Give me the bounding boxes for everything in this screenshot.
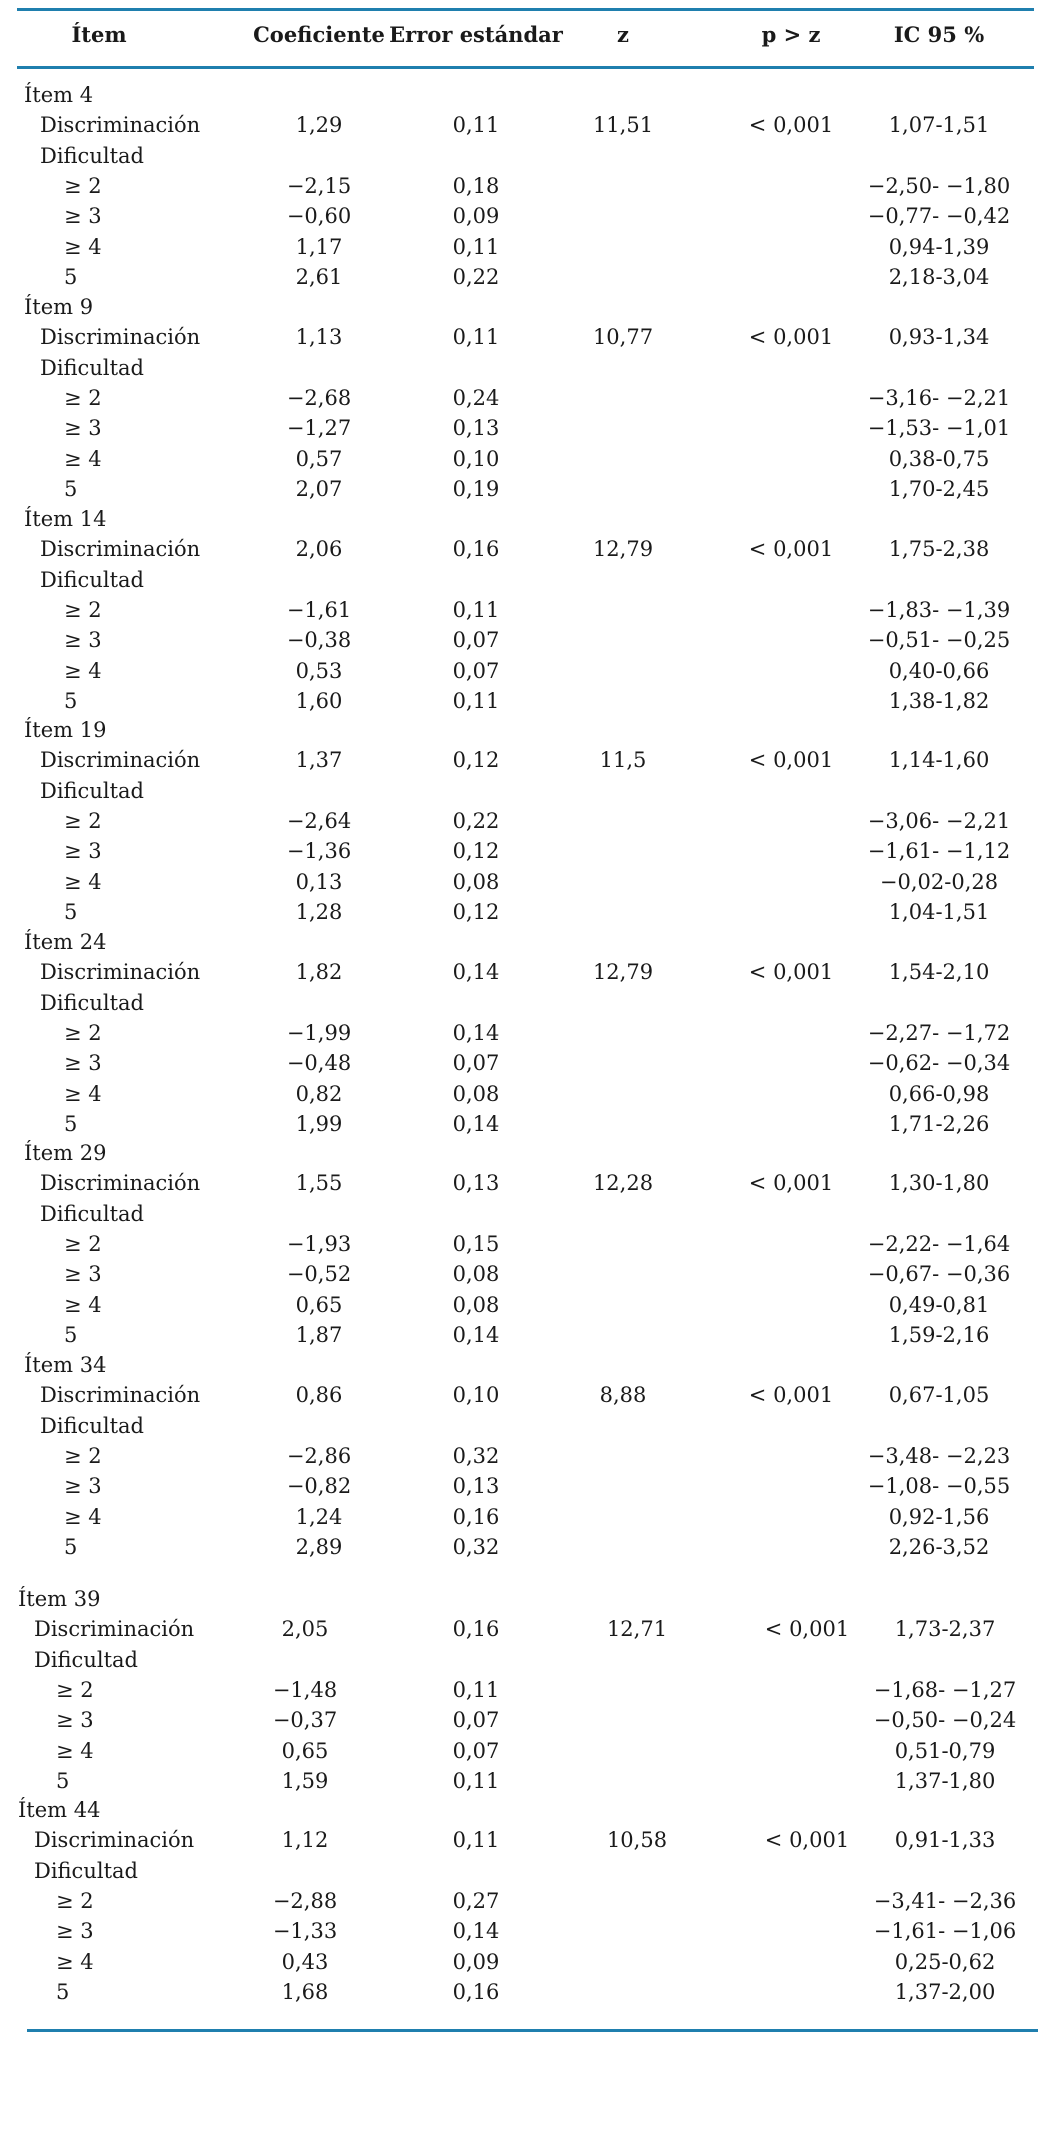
threshold-label: ≥ 4	[56, 1949, 94, 1974]
discrimination-row	[0, 113, 1055, 143]
confidence-interval-cell: 0,51-0,79	[894, 1738, 996, 1763]
coefficient-cell: −1,36	[286, 839, 352, 864]
difficulty-label: Dificultad	[40, 990, 144, 1015]
standard-error-cell: 0,12	[452, 748, 500, 773]
coefficient-cell: −0,48	[286, 1051, 352, 1076]
z-cell: 11,51	[592, 113, 654, 138]
standard-error-cell: 0,16	[452, 1617, 500, 1642]
confidence-interval-cell: −1,61- −1,06	[873, 1919, 1017, 1944]
threshold-row	[0, 1444, 1055, 1474]
confidence-interval-cell: 1,37-2,00	[894, 1979, 996, 2004]
discrimination-row	[0, 1171, 1055, 1201]
confidence-interval-cell: 1,30-1,80	[888, 1171, 990, 1196]
difficulty-row	[0, 356, 1055, 386]
threshold-row	[0, 265, 1055, 295]
standard-error-cell: 0,08	[452, 869, 500, 894]
confidence-interval-cell: 0,92-1,56	[888, 1504, 990, 1529]
coefficient-cell: 1,29	[295, 113, 343, 138]
item-title: Ítem 9	[24, 295, 94, 319]
standard-error-cell: 0,19	[452, 476, 500, 501]
difficulty-label: Dificultad	[40, 778, 144, 803]
standard-error-cell: 0,22	[452, 264, 500, 289]
coefficient-cell: −1,33	[272, 1919, 338, 1944]
p-value-cell: < 0,001	[748, 748, 834, 773]
threshold-label: 5	[64, 1111, 78, 1136]
threshold-label: ≥ 3	[64, 1262, 102, 1287]
standard-error-cell: 0,07	[452, 628, 500, 653]
difficulty-row	[0, 991, 1055, 1021]
column-header-p: p > z	[761, 22, 821, 47]
z-cell: 12,79	[592, 537, 654, 562]
threshold-label: ≥ 2	[64, 1020, 102, 1045]
discrimination-row	[0, 1828, 1055, 1858]
threshold-row	[0, 1474, 1055, 1504]
z-cell: 10,58	[606, 1828, 668, 1853]
confidence-interval-cell: −1,08- −0,55	[867, 1474, 1011, 1499]
threshold-label: 5	[64, 1322, 78, 1347]
item-title-row	[0, 1587, 1055, 1617]
confidence-interval-cell: 1,73-2,37	[894, 1617, 996, 1642]
standard-error-cell: 0,11	[452, 325, 500, 350]
coefficient-cell: 2,07	[295, 476, 343, 501]
threshold-label: ≥ 4	[56, 1738, 94, 1763]
item-title-row	[0, 1141, 1055, 1171]
coefficient-cell: 0,65	[281, 1738, 329, 1763]
standard-error-cell: 0,10	[452, 446, 500, 471]
coefficient-cell: 1,12	[281, 1828, 329, 1853]
threshold-label: 5	[64, 688, 78, 713]
standard-error-cell: 0,07	[452, 1051, 500, 1076]
standard-error-cell: 0,24	[452, 385, 500, 410]
standard-error-cell: 0,11	[452, 234, 500, 259]
p-value-cell: < 0,001	[748, 1171, 834, 1196]
threshold-label: ≥ 2	[56, 1677, 94, 1702]
discrimination-row	[0, 325, 1055, 355]
confidence-interval-cell: 1,71-2,26	[888, 1111, 990, 1136]
threshold-label: 5	[64, 899, 78, 924]
threshold-row	[0, 598, 1055, 628]
confidence-interval-cell: −3,48- −2,23	[867, 1443, 1011, 1468]
confidence-interval-cell: −0,02-0,28	[879, 869, 999, 894]
coefficient-cell: 0,53	[295, 658, 343, 683]
standard-error-cell: 0,13	[452, 1171, 500, 1196]
threshold-row	[0, 1769, 1055, 1799]
column-header-error-estandar: Error estándar	[389, 22, 563, 47]
item-title-row	[0, 507, 1055, 537]
discrimination-label: Discriminación	[40, 537, 201, 562]
item-title-row	[0, 930, 1055, 960]
threshold-row	[0, 1950, 1055, 1980]
threshold-row	[0, 1262, 1055, 1292]
coefficient-cell: 2,61	[295, 264, 343, 289]
item-title: Ítem 29	[24, 1141, 107, 1165]
item-title: Ítem 44	[18, 1798, 101, 1822]
difficulty-row	[0, 1202, 1055, 1232]
confidence-interval-cell: −2,50- −1,80	[867, 173, 1011, 198]
threshold-row	[0, 1889, 1055, 1919]
difficulty-label: Dificultad	[34, 1647, 138, 1672]
standard-error-cell: 0,14	[452, 960, 500, 985]
coefficient-cell: −0,37	[272, 1708, 338, 1733]
confidence-interval-cell: 1,75-2,38	[888, 537, 990, 562]
confidence-interval-cell: 1,70-2,45	[888, 476, 990, 501]
confidence-interval-cell: 1,59-2,16	[888, 1322, 990, 1347]
discrimination-label: Discriminación	[40, 748, 201, 773]
threshold-label: ≥ 3	[64, 204, 102, 229]
discrimination-row	[0, 960, 1055, 990]
coefficient-cell: 1,55	[295, 1171, 343, 1196]
standard-error-cell: 0,08	[452, 1081, 500, 1106]
standard-error-cell: 0,07	[452, 1738, 500, 1763]
coefficient-cell: −1,27	[286, 416, 352, 441]
confidence-interval-cell: 1,04-1,51	[888, 899, 990, 924]
confidence-interval-cell: −1,68- −1,27	[873, 1677, 1017, 1702]
threshold-row	[0, 689, 1055, 719]
threshold-label: 5	[56, 1768, 70, 1793]
confidence-interval-cell: −0,67- −0,36	[867, 1262, 1011, 1287]
confidence-interval-cell: 1,54-2,10	[888, 960, 990, 985]
column-header-item: Ítem	[71, 22, 127, 47]
discrimination-label: Discriminación	[40, 1171, 201, 1196]
z-cell: 12,79	[592, 960, 654, 985]
coefficient-cell: −2,86	[286, 1443, 352, 1468]
threshold-label: ≥ 3	[64, 416, 102, 441]
item-title: Ítem 39	[18, 1587, 101, 1611]
confidence-interval-cell: 1,07-1,51	[888, 113, 990, 138]
coefficient-cell: 2,05	[281, 1617, 329, 1642]
confidence-interval-cell: −3,06- −2,21	[867, 808, 1011, 833]
p-value-cell: < 0,001	[748, 1383, 834, 1408]
table-header	[0, 0, 1055, 90]
coefficient-cell: 1,99	[295, 1111, 343, 1136]
z-cell: 12,71	[606, 1617, 668, 1642]
coefficient-cell: 1,13	[295, 325, 343, 350]
standard-error-cell: 0,16	[452, 1979, 500, 2004]
standard-error-cell: 0,07	[452, 1708, 500, 1733]
standard-error-cell: 0,16	[452, 537, 500, 562]
threshold-row	[0, 386, 1055, 416]
threshold-label: ≥ 4	[64, 1504, 102, 1529]
difficulty-label: Dificultad	[40, 567, 144, 592]
standard-error-cell: 0,08	[452, 1262, 500, 1287]
discrimination-label: Discriminación	[34, 1617, 195, 1642]
item-title-row	[0, 718, 1055, 748]
item-title-row	[0, 1798, 1055, 1828]
p-value-cell: < 0,001	[764, 1828, 850, 1853]
standard-error-cell: 0,11	[452, 1768, 500, 1793]
threshold-row	[0, 235, 1055, 265]
coefficient-cell: 1,82	[295, 960, 343, 985]
standard-error-cell: 0,12	[452, 839, 500, 864]
coefficient-cell: 0,82	[295, 1081, 343, 1106]
confidence-interval-cell: 2,18-3,04	[888, 264, 990, 289]
coefficient-cell: −2,68	[286, 385, 352, 410]
standard-error-cell: 0,11	[452, 688, 500, 713]
standard-error-cell: 0,14	[452, 1919, 500, 1944]
threshold-label: ≥ 2	[64, 1231, 102, 1256]
difficulty-row	[0, 1414, 1055, 1444]
standard-error-cell: 0,11	[452, 113, 500, 138]
threshold-label: 5	[56, 1979, 70, 2004]
item-title-row	[0, 295, 1055, 325]
coefficient-cell: −0,52	[286, 1262, 352, 1287]
header-bottom-rule	[17, 66, 1034, 69]
confidence-interval-cell: 0,49-0,81	[888, 1292, 990, 1317]
threshold-label: ≥ 2	[56, 1888, 94, 1913]
discrimination-label: Discriminación	[40, 960, 201, 985]
coefficient-cell: 0,65	[295, 1292, 343, 1317]
confidence-interval-cell: −3,16- −2,21	[867, 385, 1011, 410]
coefficient-cell: 1,17	[295, 234, 343, 259]
standard-error-cell: 0,09	[452, 204, 500, 229]
threshold-row	[0, 1919, 1055, 1949]
threshold-label: ≥ 3	[64, 1051, 102, 1076]
column-header-z: z	[617, 22, 629, 47]
threshold-label: ≥ 4	[64, 869, 102, 894]
discrimination-label: Discriminación	[40, 1383, 201, 1408]
threshold-label: ≥ 4	[64, 234, 102, 259]
threshold-row	[0, 416, 1055, 446]
p-value-cell: < 0,001	[748, 113, 834, 138]
threshold-row	[0, 1535, 1055, 1565]
standard-error-cell: 0,16	[452, 1504, 500, 1529]
standard-error-cell: 0,22	[452, 808, 500, 833]
discrimination-row	[0, 1383, 1055, 1413]
threshold-label: ≥ 3	[56, 1919, 94, 1944]
coefficient-cell: −2,15	[286, 173, 352, 198]
standard-error-cell: 0,10	[452, 1383, 500, 1408]
confidence-interval-cell: −0,77- −0,42	[867, 204, 1011, 229]
confidence-interval-cell: 0,93-1,34	[888, 325, 990, 350]
threshold-label: ≥ 3	[64, 628, 102, 653]
standard-error-cell: 0,08	[452, 1292, 500, 1317]
difficulty-label: Dificultad	[40, 143, 144, 168]
column-header-coeficiente: Coeficiente	[253, 22, 385, 47]
confidence-interval-cell: −2,27- −1,72	[867, 1020, 1011, 1045]
threshold-label: ≥ 2	[64, 597, 102, 622]
confidence-interval-cell: 0,66-0,98	[888, 1081, 990, 1106]
threshold-label: ≥ 4	[64, 1081, 102, 1106]
threshold-row	[0, 1051, 1055, 1081]
standard-error-cell: 0,12	[452, 899, 500, 924]
confidence-interval-cell: −0,62- −0,34	[867, 1051, 1011, 1076]
threshold-row	[0, 1980, 1055, 2010]
threshold-row	[0, 174, 1055, 204]
threshold-row	[0, 1082, 1055, 1112]
threshold-row	[0, 839, 1055, 869]
threshold-label: ≥ 2	[64, 385, 102, 410]
threshold-label: ≥ 2	[64, 173, 102, 198]
coefficient-cell: −0,82	[286, 1474, 352, 1499]
table-bottom-rule	[27, 2029, 1038, 2032]
threshold-row	[0, 1293, 1055, 1323]
coefficient-cell: −1,61	[286, 597, 352, 622]
confidence-interval-cell: −1,53- −1,01	[867, 416, 1011, 441]
difficulty-label: Dificultad	[34, 1858, 138, 1883]
confidence-interval-cell: 1,37-1,80	[894, 1768, 996, 1793]
standard-error-cell: 0,32	[452, 1443, 500, 1468]
difficulty-label: Dificultad	[40, 355, 144, 380]
standard-error-cell: 0,13	[452, 416, 500, 441]
threshold-row	[0, 204, 1055, 234]
threshold-row	[0, 809, 1055, 839]
z-cell: 12,28	[592, 1171, 654, 1196]
threshold-row	[0, 628, 1055, 658]
coefficient-cell: 1,68	[281, 1979, 329, 2004]
threshold-row	[0, 659, 1055, 689]
threshold-label: ≥ 3	[56, 1708, 94, 1733]
coefficient-cell: 1,59	[281, 1768, 329, 1793]
coefficient-cell: 1,37	[295, 748, 343, 773]
discrimination-row	[0, 748, 1055, 778]
confidence-interval-cell: 0,67-1,05	[888, 1383, 990, 1408]
item-title: Ítem 19	[24, 718, 107, 742]
difficulty-label: Dificultad	[40, 1201, 144, 1226]
confidence-interval-cell: −2,22- −1,64	[867, 1231, 1011, 1256]
threshold-label: 5	[64, 476, 78, 501]
coefficient-cell: −0,60	[286, 204, 352, 229]
column-header-ic95: IC 95 %	[893, 22, 985, 47]
coefficient-cell: 1,24	[295, 1504, 343, 1529]
threshold-row	[0, 1505, 1055, 1535]
threshold-label: ≥ 2	[64, 808, 102, 833]
p-value-cell: < 0,001	[748, 537, 834, 562]
standard-error-cell: 0,14	[452, 1322, 500, 1347]
threshold-row	[0, 1708, 1055, 1738]
threshold-label: ≥ 4	[64, 1292, 102, 1317]
threshold-label: 5	[64, 264, 78, 289]
confidence-interval-cell: −0,50- −0,24	[873, 1708, 1017, 1733]
confidence-interval-cell: −0,51- −0,25	[867, 628, 1011, 653]
standard-error-cell: 0,13	[452, 1474, 500, 1499]
standard-error-cell: 0,11	[452, 597, 500, 622]
threshold-label: ≥ 3	[64, 839, 102, 864]
coefficient-cell: 1,28	[295, 899, 343, 924]
coefficient-cell: 0,13	[295, 869, 343, 894]
coefficient-cell: 2,89	[295, 1534, 343, 1559]
threshold-row	[0, 1678, 1055, 1708]
discrimination-label: Discriminación	[34, 1828, 195, 1853]
threshold-label: ≥ 3	[64, 1474, 102, 1499]
coefficient-cell: 2,06	[295, 537, 343, 562]
item-title: Ítem 34	[24, 1353, 107, 1377]
p-value-cell: < 0,001	[748, 960, 834, 985]
threshold-row	[0, 447, 1055, 477]
threshold-row	[0, 1739, 1055, 1769]
difficulty-row	[0, 1859, 1055, 1889]
standard-error-cell: 0,14	[452, 1111, 500, 1136]
p-value-cell: < 0,001	[764, 1617, 850, 1642]
threshold-label: ≥ 4	[64, 446, 102, 471]
confidence-interval-cell: 2,26-3,52	[888, 1534, 990, 1559]
difficulty-row	[0, 144, 1055, 174]
coefficient-cell: −2,64	[286, 808, 352, 833]
confidence-interval-cell: 1,14-1,60	[888, 748, 990, 773]
standard-error-cell: 0,32	[452, 1534, 500, 1559]
threshold-row	[0, 1021, 1055, 1051]
confidence-interval-cell: 0,25-0,62	[894, 1949, 996, 1974]
difficulty-row	[0, 1648, 1055, 1678]
confidence-interval-cell: −1,61- −1,12	[867, 839, 1011, 864]
confidence-interval-cell: −1,83- −1,39	[867, 597, 1011, 622]
standard-error-cell: 0,07	[452, 658, 500, 683]
standard-error-cell: 0,27	[452, 1888, 500, 1913]
z-cell: 8,88	[599, 1383, 647, 1408]
item-title: Ítem 24	[24, 930, 107, 954]
threshold-row	[0, 1232, 1055, 1262]
discrimination-row	[0, 1617, 1055, 1647]
item-title-row	[0, 83, 1055, 113]
discrimination-label: Discriminación	[40, 325, 201, 350]
confidence-interval-cell: 1,38-1,82	[888, 688, 990, 713]
coefficient-cell: 0,86	[295, 1383, 343, 1408]
p-value-cell: < 0,001	[748, 325, 834, 350]
discrimination-row	[0, 537, 1055, 567]
coefficient-cell: 0,43	[281, 1949, 329, 1974]
coefficient-cell: −1,93	[286, 1231, 352, 1256]
coefficient-cell: −0,38	[286, 628, 352, 653]
difficulty-row	[0, 779, 1055, 809]
confidence-interval-cell: 0,94-1,39	[888, 234, 990, 259]
threshold-row	[0, 870, 1055, 900]
z-cell: 11,5	[599, 748, 647, 773]
standard-error-cell: 0,11	[452, 1828, 500, 1853]
standard-error-cell: 0,14	[452, 1020, 500, 1045]
confidence-interval-cell: 0,40-0,66	[888, 658, 990, 683]
coefficient-cell: 1,60	[295, 688, 343, 713]
threshold-label: 5	[64, 1534, 78, 1559]
standard-error-cell: 0,09	[452, 1949, 500, 1974]
difficulty-label: Dificultad	[40, 1413, 144, 1438]
standard-error-cell: 0,18	[452, 173, 500, 198]
threshold-row	[0, 1112, 1055, 1142]
discrimination-label: Discriminación	[40, 113, 201, 138]
z-cell: 10,77	[592, 325, 654, 350]
standard-error-cell: 0,15	[452, 1231, 500, 1256]
coefficient-cell: −1,48	[272, 1677, 338, 1702]
coefficient-cell: 1,87	[295, 1322, 343, 1347]
threshold-row	[0, 900, 1055, 930]
standard-error-cell: 0,11	[452, 1677, 500, 1702]
threshold-label: ≥ 2	[64, 1443, 102, 1468]
threshold-row	[0, 1323, 1055, 1353]
confidence-interval-cell: −3,41- −2,36	[873, 1888, 1017, 1913]
item-title: Ítem 14	[24, 507, 107, 531]
difficulty-row	[0, 568, 1055, 598]
coefficient-cell: −1,99	[286, 1020, 352, 1045]
confidence-interval-cell: 0,91-1,33	[894, 1828, 996, 1853]
coefficient-cell: 0,57	[295, 446, 343, 471]
coefficient-cell: −2,88	[272, 1888, 338, 1913]
item-title: Ítem 4	[24, 83, 94, 107]
item-title-row	[0, 1353, 1055, 1383]
threshold-label: ≥ 4	[64, 658, 102, 683]
threshold-row	[0, 477, 1055, 507]
confidence-interval-cell: 0,38-0,75	[888, 446, 990, 471]
